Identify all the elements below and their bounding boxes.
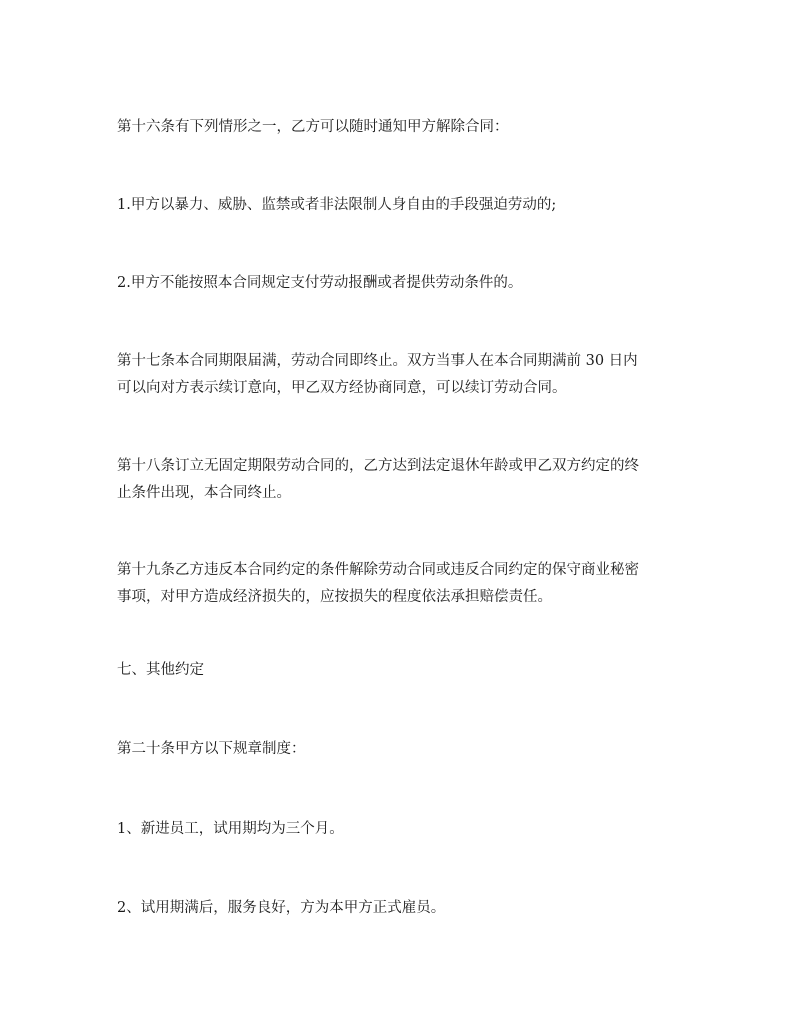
text-line: 可以向对方表示续订意向，甲乙双方经协商同意，可以续订劳动合同。	[117, 380, 567, 396]
text-line: 七、其他约定	[117, 662, 204, 678]
text-line: 1、新进员工，试用期均为三个月。	[117, 821, 344, 837]
section-7-heading	[117, 657, 687, 684]
text-line: 第十六条有下列情形之一，乙方可以随时通知甲方解除合同：	[117, 119, 509, 135]
article-16-item-2	[117, 270, 687, 297]
article-20-item-2	[117, 895, 687, 922]
text-line: 事项，对甲方造成经济损失的，应按损失的程度依法承担赔偿责任。	[117, 589, 552, 605]
text-line: 2、试用期满后，服务良好，方为本甲方正式雇员。	[117, 900, 446, 916]
text-line: 止条件出现，本合同终止。	[117, 485, 291, 501]
article-20-heading	[117, 736, 687, 763]
text-line: 第十九条乙方违反本合同约定的条件解除劳动合同或违反合同约定的保守商业秘密	[117, 562, 639, 578]
article-19	[117, 557, 687, 611]
text-line: 第十八条订立无固定期限劳动合同的，乙方达到法定退休年龄或甲乙双方约定的终	[117, 458, 639, 474]
article-16-item-1	[117, 192, 687, 219]
article-16-heading	[117, 114, 687, 141]
text-line: 第十七条本合同期限届满，劳动合同即终止。双方当事人在本合同期满前 30 日内	[117, 353, 638, 369]
text-line: 2.甲方不能按照本合同规定支付劳动报酬或者提供劳动条件的。	[117, 275, 523, 291]
article-18	[117, 453, 687, 507]
article-17	[117, 348, 687, 402]
article-20-item-1	[117, 816, 687, 843]
text-line: 第二十条甲方以下规章制度：	[117, 741, 306, 757]
text-line: 1.甲方以暴力、威胁、监禁或者非法限制人身自由的手段强迫劳动的;	[117, 197, 557, 213]
